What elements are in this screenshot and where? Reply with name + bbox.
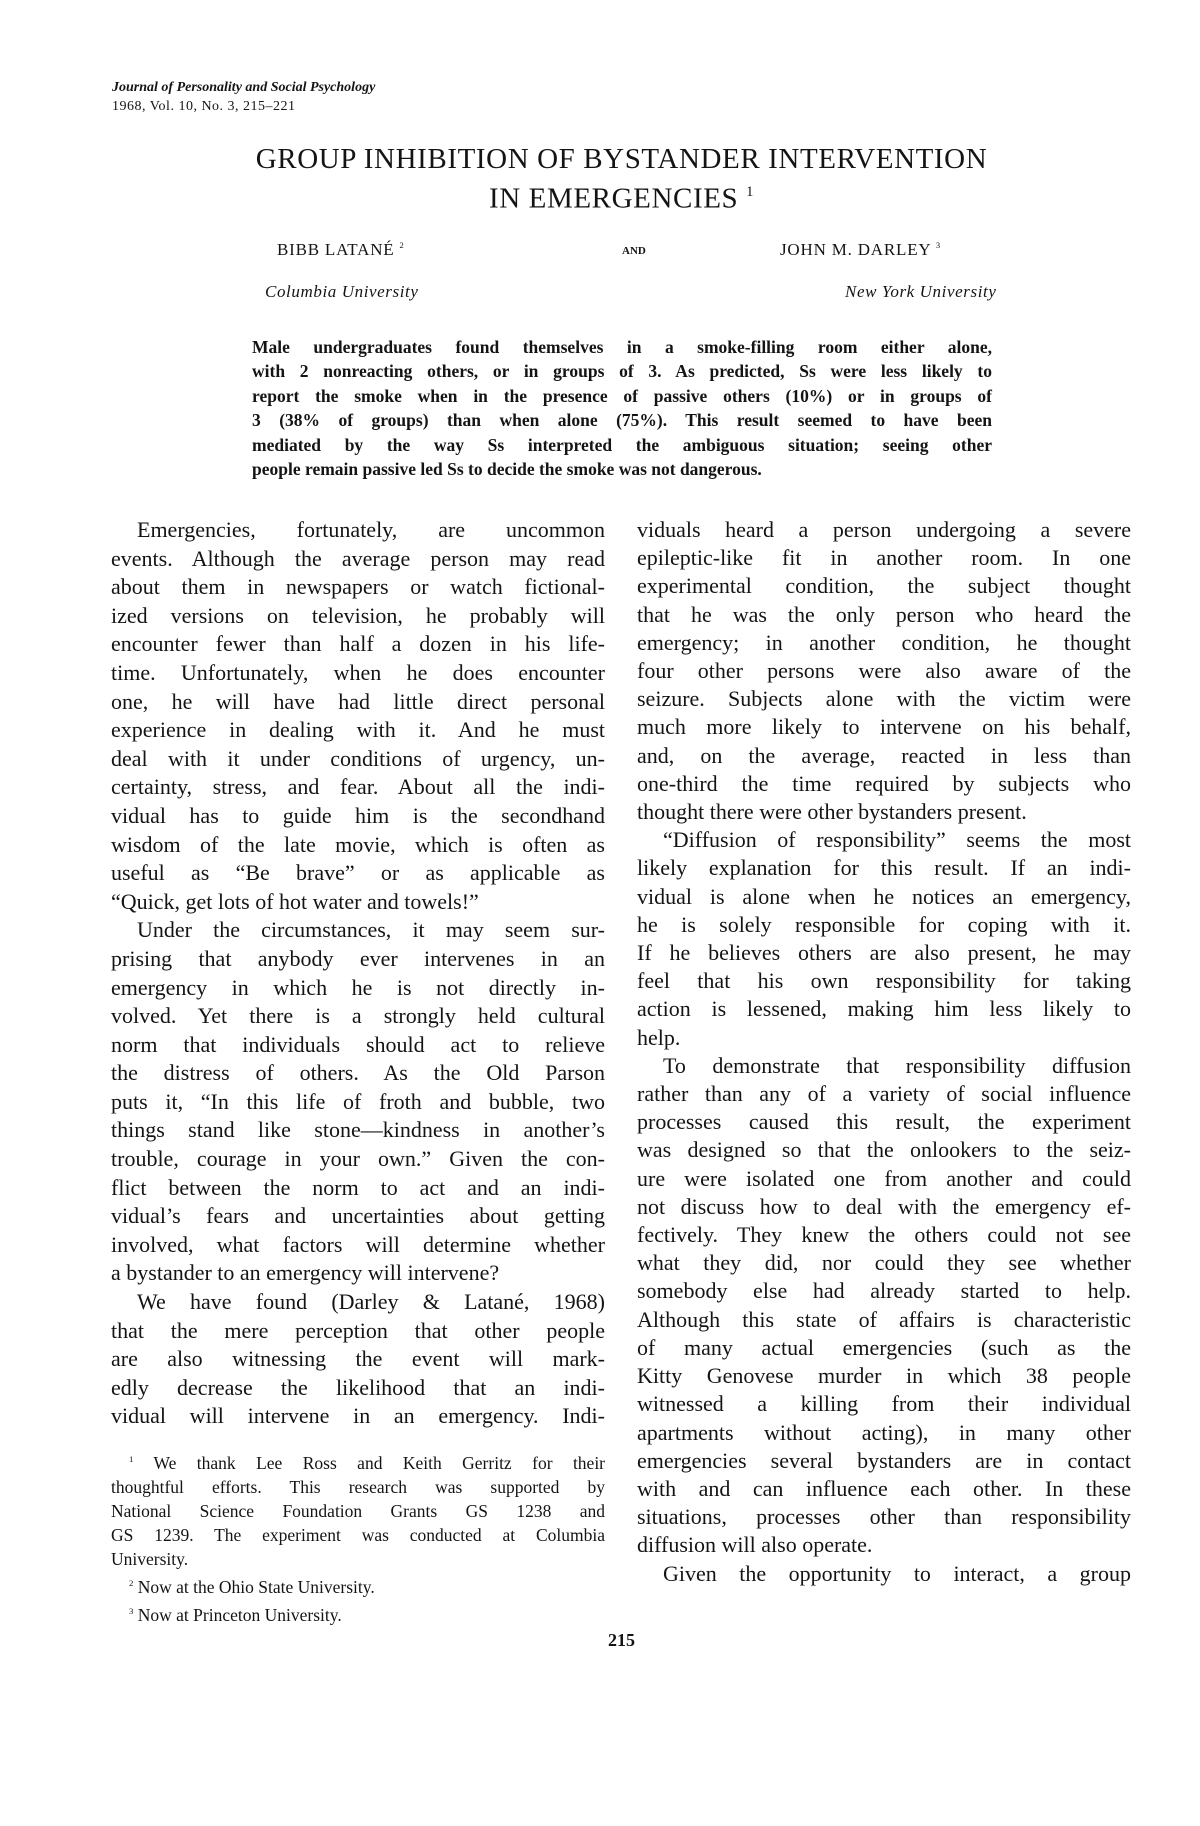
- text-line: about them in newspapers or watch fictional-: [111, 574, 605, 600]
- text-line: trouble, courage in your own.” Given the con-: [111, 1146, 605, 1172]
- footnote-1: [111, 1447, 605, 1571]
- text-line: not discuss how to deal with the emergency ef-: [637, 1193, 1131, 1219]
- footnote-line: [111, 1447, 605, 1475]
- text-line: are also witnessing the event will mark-: [111, 1346, 605, 1372]
- footnote-mark: 2: [129, 1578, 134, 1588]
- text-line: prising that anybody ever intervenes in an: [111, 945, 605, 971]
- text-line: one-third the time required by subjects who: [637, 770, 1131, 796]
- journal-citation: 1968, Vol. 10, No. 3, 215–221: [112, 99, 296, 114]
- text-line: If he believes others are also present, he may: [637, 940, 1131, 966]
- text-line: To demonstrate that responsibility diffusion: [663, 1052, 1131, 1078]
- text-line: was designed so that the onlookers to the seiz-: [637, 1137, 1131, 1163]
- footnote-mark: 1: [129, 1454, 134, 1464]
- paragraph: [111, 1288, 605, 1431]
- abstract-line: 3 (38% of groups) than when alone (75%). This result seemed to have been: [252, 410, 992, 431]
- text-line: what they did, nor could they see whether: [637, 1250, 1131, 1276]
- text-line: the distress of others. As the Old Parson: [111, 1060, 605, 1086]
- text-line: Emergencies, fortunately, are uncommon: [137, 517, 605, 542]
- text-line: processes caused this result, the experiment: [637, 1109, 1131, 1135]
- footnote-line: [111, 1475, 605, 1499]
- footnotes: [111, 1447, 605, 1627]
- text-line: witnessed a killing from their individual: [637, 1391, 1131, 1417]
- footnote-text: We thank Lee Ross and Keith Gerritz for their: [153, 1453, 606, 1473]
- text-line: edly decrease the likelihood that an indi-: [111, 1374, 605, 1400]
- text-line: events. Although the average person may read: [111, 545, 605, 571]
- affiliation-columbia: Columbia University: [265, 282, 419, 301]
- footnote-mark: 3: [129, 1606, 134, 1616]
- text-line: Under the circumstances, it may seem sur-: [137, 917, 605, 943]
- page-number: 215: [608, 1630, 635, 1650]
- author-name: JOHN M. DARLEY: [780, 240, 931, 259]
- text-line: that the mere perception that other people: [111, 1317, 605, 1343]
- text-line: ized versions on television, he probably will: [111, 602, 605, 628]
- text-line: thought there were other bystanders present.: [637, 799, 1027, 825]
- footnote-text: Now at the Ohio State University.: [137, 1577, 375, 1597]
- text-line: situations, processes other than responsibility: [637, 1504, 1131, 1530]
- footnote-text: National Science Foundation Grants GS 1238 and: [111, 1501, 605, 1521]
- footnote-mark: 2: [399, 240, 405, 251]
- article-title-line-1: [0, 143, 1200, 175]
- text-line: vidual has to guide him is the secondhand: [111, 802, 605, 828]
- text-line: volved. Yet there is a strongly held cultural: [111, 1003, 605, 1029]
- text-line: ure were isolated one from another and could: [637, 1165, 1131, 1191]
- paragraph: [637, 826, 1131, 1052]
- author-darley: [780, 240, 941, 260]
- paragraph: [637, 1560, 1131, 1588]
- text-line: with and can influence each other. In these: [637, 1475, 1131, 1501]
- footnote-mark: 3: [935, 240, 941, 251]
- text-line: involved, what factors will determine whether: [111, 1231, 605, 1257]
- abstract-line: mediated by the way Ss interpreted the ambiguous situation; seeing other: [252, 434, 992, 455]
- text-line: We have found (Darley & Latané, 1968): [137, 1289, 605, 1315]
- paragraph: [637, 516, 1131, 826]
- text-line: diffusion will also operate.: [637, 1532, 873, 1558]
- journal-header: [112, 78, 375, 116]
- text-line: fectively. They knew the others could not see: [637, 1222, 1131, 1248]
- text-line: and, on the average, reacted in less than: [637, 742, 1131, 768]
- text-line: emergency; in another condition, he thought: [637, 629, 1131, 655]
- text-line: viduals heard a person undergoing a severe: [637, 517, 1131, 542]
- footnote-text: University.: [111, 1549, 189, 1569]
- author-latane: [277, 240, 405, 260]
- body-left-column: [111, 516, 605, 1431]
- abstract: [252, 335, 992, 481]
- footnote-line: [111, 1599, 605, 1627]
- text-line: of many actual emergencies (such as the: [637, 1334, 1131, 1360]
- text-line: rather than any of a variety of social influence: [637, 1081, 1131, 1107]
- text-line: vidual will intervene in an emergency. Indi-: [111, 1403, 605, 1429]
- text-line: “Quick, get lots of hot water and towels!”: [111, 888, 479, 914]
- text-line: he is solely responsible for coping with it.: [637, 911, 1131, 937]
- footnote-3: [111, 1599, 605, 1627]
- title-text: IN EMERGENCIES: [489, 182, 739, 215]
- text-line: seizure. Subjects alone with the victim were: [637, 686, 1131, 712]
- footnote-line: [111, 1571, 605, 1599]
- text-line: wisdom of the late movie, which is often as: [111, 831, 605, 857]
- paragraph: [637, 1052, 1131, 1560]
- text-line: puts it, “In this life of froth and bubble, two: [111, 1088, 605, 1114]
- footnote-line: [111, 1499, 605, 1523]
- paragraph: [111, 916, 605, 1288]
- text-line: emergencies several bystanders are in contact: [637, 1447, 1131, 1473]
- author-name: BIBB LATANÉ: [277, 240, 395, 259]
- text-line: encounter fewer than half a dozen in his life-: [111, 631, 605, 657]
- footnote-text: Now at Princeton University.: [137, 1605, 342, 1625]
- footnote-text: GS 1239. The experiment was conducted at Columbia: [111, 1525, 605, 1545]
- text-line: one, he will have had little direct personal: [111, 688, 605, 714]
- footnote-mark: 1: [746, 184, 754, 200]
- text-line: four other persons were also aware of the: [637, 658, 1131, 684]
- text-line: experience in dealing with it. And he must: [111, 717, 605, 743]
- text-line: likely explanation for this result. If an indi-: [637, 855, 1131, 881]
- text-line: “Diffusion of responsibility” seems the most: [663, 827, 1131, 853]
- article-title-line-2: [0, 176, 1200, 215]
- text-line: vidual’s fears and uncertainties about getting: [111, 1203, 605, 1229]
- text-line: epileptic-like fit in another room. In one: [637, 545, 1131, 571]
- affiliation-nyu: New York University: [845, 282, 997, 301]
- body-right-column: [637, 516, 1131, 1588]
- text-line: a bystander to an emergency will intervene?: [111, 1260, 500, 1286]
- journal-name: Journal of Personality and Social Psychology: [112, 80, 376, 95]
- text-line: much more likely to intervene on his behalf,: [637, 714, 1131, 740]
- text-line: feel that his own responsibility for taking: [637, 968, 1131, 994]
- text-line: flict between the norm to act and an indi-: [111, 1174, 605, 1200]
- footnote-text: thoughtful efforts. This research was supported by: [111, 1477, 605, 1497]
- abstract-line: Male undergraduates found themselves in a smoke-filling room either alone,: [252, 337, 992, 357]
- text-line: norm that individuals should act to relieve: [111, 1031, 605, 1057]
- text-line: experimental condition, the subject thought: [637, 573, 1131, 599]
- abstract-line: report the smoke when in the presence of passive others (10%) or in groups of: [252, 385, 992, 406]
- text-line: Although this state of affairs is characteristic: [637, 1306, 1131, 1332]
- text-line: certainty, stress, and fear. About all the indi-: [111, 774, 605, 800]
- footnote-2: [111, 1571, 605, 1599]
- text-line: time. Unfortunately, when he does encounter: [111, 659, 605, 685]
- text-line: vidual is alone when he notices an emergency,: [637, 883, 1131, 909]
- text-line: deal with it under conditions of urgency, un-: [111, 745, 605, 771]
- author-conjunction: AND: [622, 245, 646, 257]
- abstract-line: with 2 nonreacting others, or in groups of 3. As predicted, Ss were less likely to: [252, 361, 992, 382]
- paragraph: [111, 516, 605, 916]
- text-line: Given the opportunity to interact, a group: [663, 1560, 1131, 1586]
- text-line: things stand like stone—kindness in another’s: [111, 1117, 605, 1143]
- text-line: action is lessened, making him less likely to: [637, 996, 1131, 1022]
- text-line: apartments without acting), in many other: [637, 1419, 1131, 1445]
- text-line: useful as “Be brave” or as applicable as: [111, 860, 605, 886]
- text-line: that he was the only person who heard the: [637, 601, 1131, 627]
- text-line: Kitty Genovese murder in which 38 people: [637, 1363, 1131, 1389]
- text-line: emergency in which he is not directly in-: [111, 974, 605, 1000]
- footnote-line: [111, 1547, 605, 1571]
- footnote-line: [111, 1523, 605, 1547]
- abstract-line: people remain passive led Ss to decide the smoke was not dangerous.: [252, 459, 762, 480]
- text-line: somebody else had already started to help.: [637, 1278, 1131, 1304]
- text-line: help.: [637, 1024, 681, 1050]
- title-text: GROUP INHIBITION OF BYSTANDER INTERVENTION: [255, 143, 988, 175]
